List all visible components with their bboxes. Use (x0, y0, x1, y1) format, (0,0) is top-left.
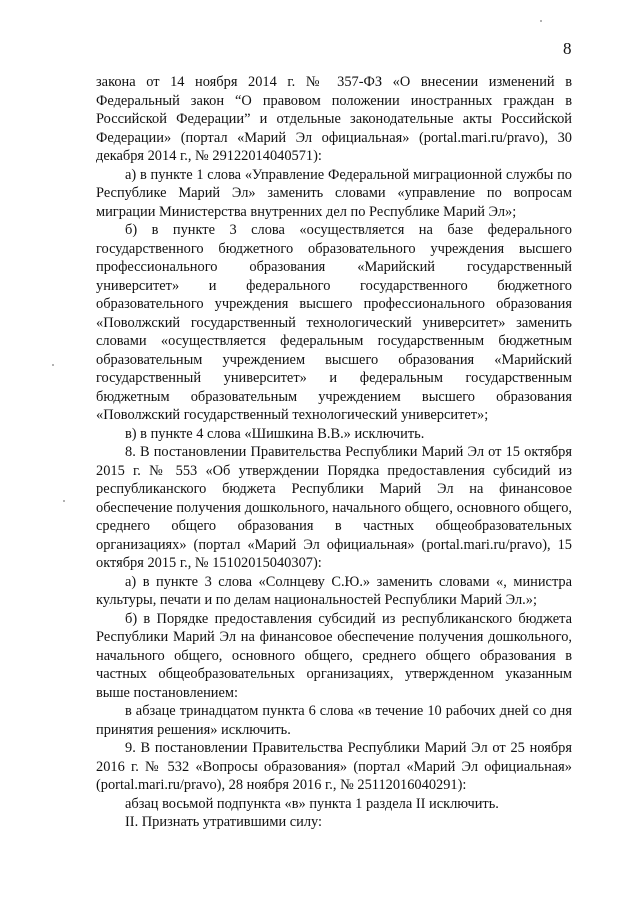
paragraph-section-8-abzac: в абзаце тринадцатом пункта 6 слова «в течение 10 рабочих дней со дня принятия решения» исключить. (96, 703, 572, 738)
paragraph-item-b: б) в пункте 3 слова «осуществляется на базе федерального государственного бюджетного образовательного учреждения высшего профессионального образования «Марийский государственный университет» и федерального государственного бюджетного образовательного учреждения высшего профессионального образования «Поволжский государственный технологический университет» заменить словами «осуществляется федеральным государственным бюджетным образовательным учреждением высшего образования «Марийский государственный университет» и федеральным государственным бюджетным образовательным учреждением высшего образования «Поволжский государственный технологический университет»; (96, 222, 572, 423)
paragraph-law-reference: закона от 14 ноября 2014 г. № 357-ФЗ «О внесении изменений в Федеральный закон “О правовом положении иностранных граждан в Российской Федерации” и отдельные законодательные акты Российской Федерации» (портал «Марий Эл официальная» (portal.mari.ru/pravo), 30 декабря 2014 г., № 29122014040571): (96, 74, 572, 164)
paragraph-item-v: в) в пункте 4 слова «Шишкина В.В.» исключить. (125, 425, 425, 442)
paragraph-section-9-abzac: абзац восьмой подпункта «в» пункта 1 раздела II исключить. (125, 795, 499, 812)
paragraph-part-2: II. Признать утратившими силу: (125, 814, 323, 830)
document-body (96, 73, 572, 832)
scan-speck (52, 364, 54, 366)
page-number: 8 (563, 39, 572, 58)
paragraph-section-8-item-b: б) в Порядке предоставления субсидий из республиканского бюджета Республики Марий Эл на финансовое обеспечение получения дошкольного, начального общего, основного общего, среднего общего образования в частных общеобразовательных организациях, утвержденном указанным выше постановлением: (96, 610, 572, 701)
paragraph-section-8-item-a: а) в пункте 3 слова «Солнцеву С.Ю.» заменить словами «, министра культуры, печати и по делам национальностей Республики Марий Эл.»; (96, 573, 572, 608)
paragraph-section-9: 9. В постановлении Правительства Республики Марий Эл от 25 ноября 2016 г. № 532 «Вопросы образования» (портал «Марий Эл официальная» (portal.mari.ru/pravo), 28 ноября 2016 г., № 25112016040291): (96, 740, 572, 793)
paragraph-item-a: а) в пункте 1 слова «Управление Федеральной миграционной службы по Республике Марий Эл» заменить словами «управление по вопросам миграции Министерства внутренних дел по Республике Марий Эл»; (96, 166, 572, 220)
scan-speck (540, 20, 542, 22)
paragraph-section-8: 8. В постановлении Правительства Республики Марий Эл от 15 октября 2015 г. № 553 «Об утверждении Порядка предоставления субсидий из республиканского бюджета Республики Марий Эл на финансовое обеспечение получения дошкольного, начального общего, основного общего, среднего общего образования в частных общеобразовательных организациях» (портал «Марий Эл официальная» (portal.mari.ru/pravo), 15 октября 2015 г., № 15102015040307): (96, 444, 572, 571)
scan-speck (63, 500, 65, 502)
